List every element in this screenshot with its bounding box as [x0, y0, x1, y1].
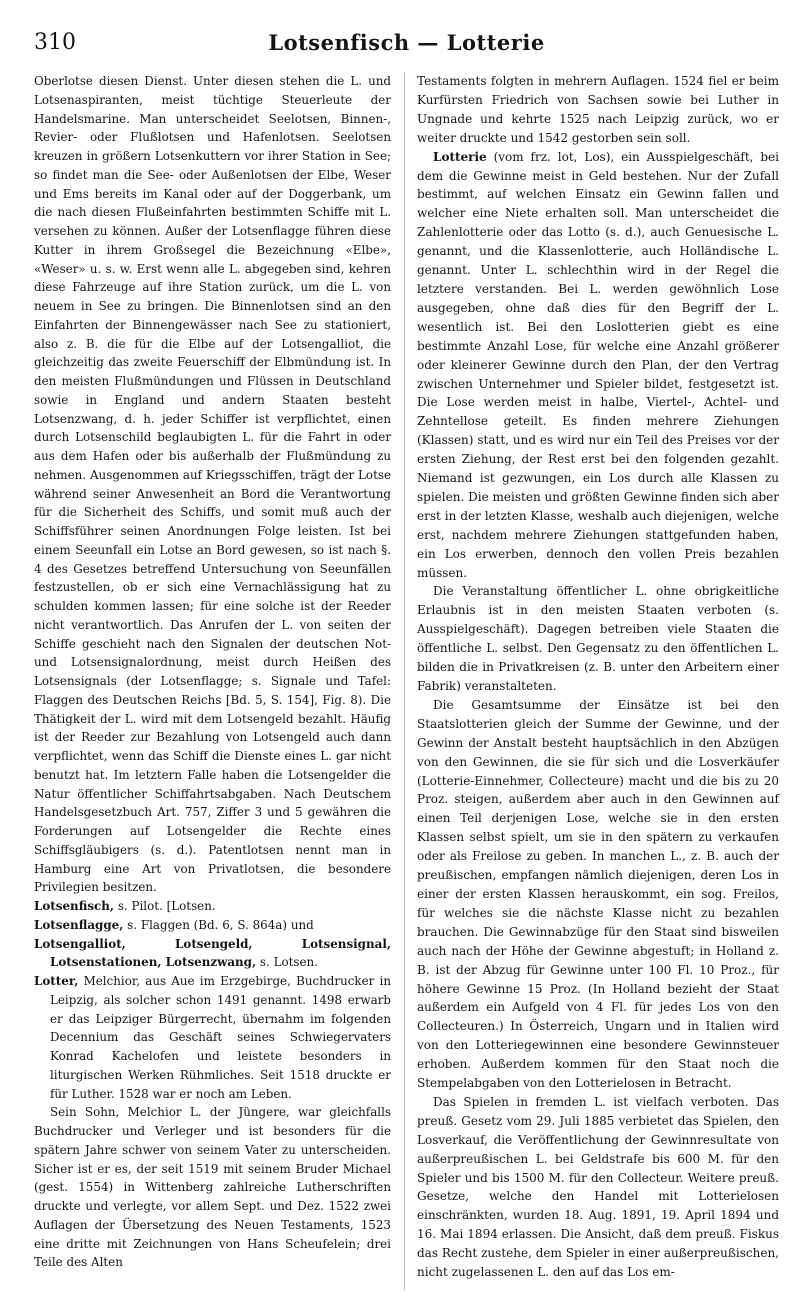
lotsen-entry-continuation: Oberlotse diesen Dienst. Unter diesen stehen die L. und Lotsenaspiranten, meist tüchtige Steuerleute der Handelsmarine. Man unterscheidet Seelotsen, Binnen-, Revier- oder Flußlotsen und Hafenlotsen. Seelotsen kreuzen in größern Lotsenkuttern vor ihrer Station in See; so findet man die See- oder Außenlotsen der Elbe, Weser und Ems bereits im Kanal oder auf der Doggerbank, um die nach diesen Flußeinfahrten bestimmten Schiffe mit L. versehen zu können. Außer der Lotsenflagge führen diese Kutter in ihrem Großsegel die Bezeichnung «Elbe», «Weser» u. s. w. Erst wenn alle L. abgegeben sind, kehren diese Fahrzeuge auf ihre Station zurück, um die L. von neuem in See zu bringen. Die Binnenlotsen sind an den Einfahrten der Binnengewässer nach See zu stationiert, also z. B. die für die Elbe auf der Lotsengalliot, die gleichzeitig das zweite Feuerschiff der Elbmündung ist. In den meisten Flußmündungen und Flüssen in Deutschland sowie in England und andern Staaten besteht Lotsenzwang, d. h. jeder Schiffer ist verpflichtet, einen durch Lotsenschild beglaubigten L. für die Fahrt in oder aus dem Hafen oder bis außerhalb der Flußmündung zu nehmen. Ausgenommen auf Kriegsschiffen, trägt der Lotse während seiner Anwesenheit an Bord die Verantwortung für die Sicherheit des Schiffs, und somit muß auch der Schiffsführer seinen Anordnungen Folge leisten. Ist bei einem Seeunfall ein Lotse an Bord gewesen, so ist nach §. 4 des Gesetzes betreffend Untersuchung von Seeunfällen festzustellen, ob er sich eine Vernachlässigung hat zu schulden kommen lassen; für eine solche ist der Reeder nicht verantwortlich. Das Anrufen der L. von seiten der Schiffe geschieht nach den Signalen der deutschen Not- und Lotsensignalordnung, meist durch Heißen des Lotsensignals (der Lotsenflagge; s. Signale und Tafel: Flaggen des Deutschen Reichs [Bd. 5, S. 154], Fig. 8). Die Thätigkeit der L. wird mit dem Lotsengeld bezahlt. Häufig ist der Reeder zur Bezahlung von Lotsengeld auch dann verpflichtet, wenn das Schiff die Dienste eines L. gar nicht benutzt hat. Im letztern Falle haben die Lotsengelder die Natur öffentlicher Schiffahrtsabgaben. Nach Deutschem Handelsgesetzbuch Art. 757, Ziffer 3 und 5 gewähren die Forderungen auf Lotsengelder die Rechte eines Schiffsgläubigers (s. d.). Patentlotsen nennt man in Hamburg eine Art von Privatlotsen, die besondere Privilegien besitzen.: [34, 74, 391, 895]
entry-text: s. Pilot. [Lotsen.: [114, 899, 216, 913]
entry-lotsenfisch: [34, 897, 391, 916]
entry-text: (vom frz. lot, Los), ein Ausspielgeschäft, bei dem die Gewinne meist in Geld bestehen. Nur der Zufall bestimmt, auf welchen Einsatz ein Gewinn fallen und welcher eine Niete erhalten soll. Man unterscheidet die Zahlenlotterie oder das Lotto (s. d.), auch Genuesische L. genannt, und die Klassenlotterie, auch Holländische L. genannt. Unter L. schlechthin wird in der Regel die letztere verstanden. Bei L. werden gewöhnlich Lose ausgegeben, ohne daß dies für den Begriff der L. wesentlich ist. Bei den Loslotterien giebt es eine bestimmte Anzahl Lose, für welche eine Anzahl größerer oder kleinerer Gewinne durch den Plan, der den Vertrag zwischen Unternehmer und Spieler bildet, festgesetzt ist. Die Lose werden meist in halbe, Viertel-, Achtel- und Zehntellose geteilt. Es finden mehrere Ziehungen (Klassen) statt, und es wird nur ein Teil des Preises vor der ersten Ziehung, der Rest erst bei den folgenden gezahlt. Niemand ist gezwungen, ein Los durch alle Klassen zu spielen. Die meisten und größten Gewinne finden sich aber erst in der letzten Klasse, weshalb auch diejenigen, welche erst, nachdem mehrere Ziehungen stattgefunden haben, ein Los erwerben, dennoch den vollen Preis bezahlen müssen.: [417, 149, 779, 580]
page-header: [34, 30, 779, 60]
entry-headword: Lotterie: [433, 149, 487, 164]
lotterie-paragraph: Das Spielen in fremden L. ist vielfach verboten. Das preuß. Gesetz vom 29. Juli 1885 verbietet das Spielen, den Losverkauf, die Veröffentlichung der Gewinnresultate von außerpreußischen L. bei Geldstrafe bis 600 M. für den Spieler und bis 1500 M. für den Collecteur. Weitere preuß. Gesetze, welche den Handel mit Lotterielosen einschränkten, wurden 18. Aug. 1891, 19. April 1894 und 16. Mai 1894 erlassen. Die Ansicht, daß dem preuß. Fiskus das Recht zustehe, dem Spieler in einer außerpreußischen, nicht zugelassenen L. den auf das Los em-: [417, 1094, 779, 1280]
entry-text: s. Lotsen.: [256, 955, 318, 970]
page-number: 310: [34, 30, 76, 55]
column-divider: [404, 72, 405, 1290]
lotter-entry-continuation: Testaments folgten in mehrern Auflagen. 1524 fiel er beim Kurfürsten Friedrich von Sachsen sowie bei Luther in Ungnade und kehrte 1525 nach Leipzig zurück, wo er weiter druckte und 1542 gestorben sein soll.: [417, 74, 779, 145]
running-title: Lotsenfisch — Lotterie: [268, 30, 545, 55]
entry-lotsengalliot: [34, 935, 391, 973]
entry-lotsenflagge: [34, 916, 391, 935]
entry-text: s. Flaggen (Bd. 6, S. 864a) und: [123, 917, 314, 932]
lotterie-paragraph: Die Gesamtsumme der Einsätze ist bei den Staatslotterien gleich der Summe der Gewinne, und der Gewinn der Anstalt besteht hauptsächlich in den Abzügen von den Gewinnen, die sie für sich und die Losverkäufer (Lotterie-Einnehmer, Collecteure) macht und die bis zu 20 Proz. steigen, außerdem aber auch in den Gewinnen auf einen Teil derjenigen Lose, welche sie in den ersten Klassen selbst spielt, um sie in den spätern zu verkaufen oder als Freilose zu geben. In manchen L., z. B. auch der preußischen, empfangen nämlich diejenigen, deren Los in einer der ersten Klassen herauskommt, ein sog. Freilos, für welches sie die nächste Klasse nicht zu bezahlen brauchen. Die Gewinnabzüge für den Staat sind bisweilen auch nach der Höhe der Gewinne abgestuft; in Holland z. B. ist der Abzug für Gewinne unter 100 Fl. 10 Proz., für höhere Gewinne 15 Proz. (In Holland bezieht der Staat außerdem ein Aufgeld von 4 Fl. für jedes Los von den Collecteuren.) In Österreich, Ungarn und in Italien wird von den Lotteriegewinnen eine besondere Gewinnsteuer erhoben. Außerdem kommen für den Staat noch die Stempelabgaben von den Lotterielosen in Betracht.: [417, 697, 779, 1091]
dictionary-page: [34, 0, 779, 1305]
entry-headword: Lotsenflagge,: [34, 917, 124, 932]
entry-headword: Lotter,: [34, 974, 79, 988]
lotterie-paragraph: Die Veranstaltung öffentlicher L. ohne obrigkeitliche Erlaubnis ist in den meisten Staaten verboten (s. Ausspielgeschäft). Dagegen betreiben viele Staaten die öffentliche L. selbst. Den Gegensatz zu den öffentlichen L. bilden die in Privatkreisen (z. B. unter den Arbeitern einer Fabrik) veranstalteten.: [417, 584, 779, 693]
left-column: [34, 72, 391, 1272]
right-column: [417, 72, 779, 1282]
entry-lotterie: [417, 148, 779, 583]
entry-headword: Lotsengalliot, Lotsengeld, Lotsensignal, Lotsenstationen, Lotsenzwang,: [34, 936, 391, 970]
lotter-paragraph: Sein Sohn, Melchior L. der Jüngere, war gleichfalls Buchdrucker und Verleger und ist besonders für die spätern Jahre schwer von seinem Vater zu unterscheiden. Sicher ist er es, der seit 1519 mit seinem Bruder Michael (gest. 1554) in Wittenberg zahlreiche Lutherschriften druckte und verlegte, vor allem Sept. und Dez. 1522 zwei Auflagen der Übersetzung des Neuen Testaments, 1523 eine dritte mit Zeichnungen von Hans Scheufelein; drei Teile des Alten: [34, 1105, 391, 1270]
entry-headword: Lotsenfisch,: [34, 899, 115, 913]
entry-text: Melchior, aus Aue im Erzgebirge, Buchdrucker in Leipzig, als solcher schon 1491 genannt. 1498 erwarb er das Leipziger Bürgerrecht, übernahm im folgenden Decennium das Geschäft seines Schwiegervaters Konrad Kachelofen und leistete besonders in liturgischen Werken Rühmliches. Seit 1518 druckte er für Luther. 1528 war er noch am Leben.: [50, 974, 391, 1101]
entry-lotter: [34, 972, 391, 1103]
